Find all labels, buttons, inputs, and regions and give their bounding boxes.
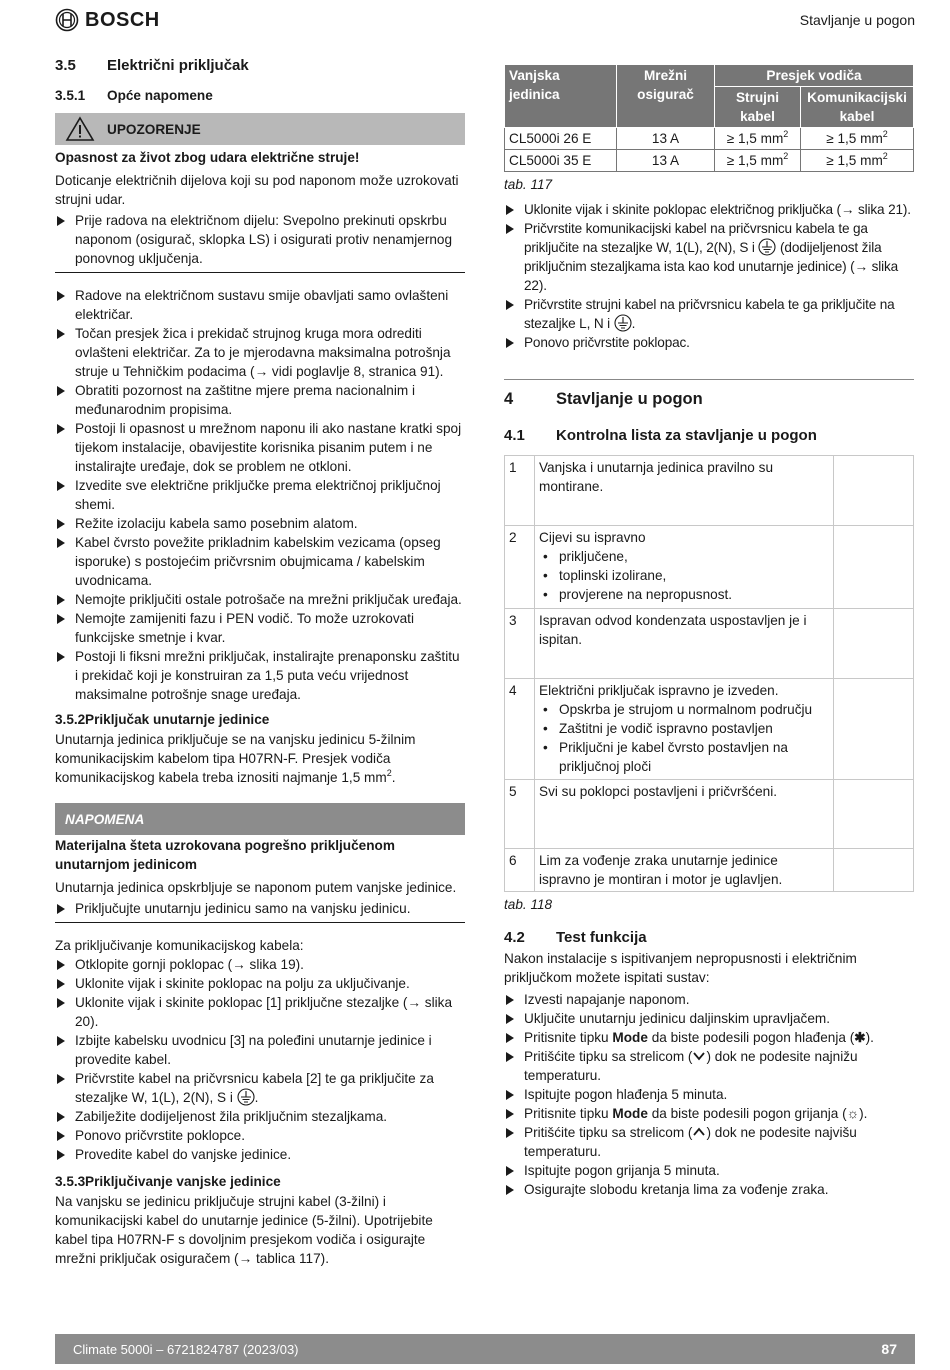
list-item: Ponovo pričvrstite poklopce. xyxy=(55,1126,465,1145)
bosch-armature-icon xyxy=(55,8,79,32)
list-item: Uklonite vijak i skinite poklopac električnog priključka (→ slika 21). xyxy=(504,200,914,219)
comm-list-after xyxy=(55,1107,465,1164)
row-text: Električni priključak ispravno je izveden. • Opskrba je strujom u normalnom području • Zaštitni je vodič ispravno postavljen • Priključni je kabel čvrsto postavljen na priključnoj ploči xyxy=(535,679,834,780)
bullet-item: • toplinski izolirane, xyxy=(539,566,829,585)
chevron-down-icon xyxy=(692,1050,706,1062)
divider xyxy=(55,922,465,923)
bullet-item: • provjerene na nepropusnost. xyxy=(539,585,829,604)
note-label: NAPOMENA xyxy=(65,811,145,827)
comm-ground-list xyxy=(55,1069,465,1107)
section-heading-3-5-3: 3.5.3 Priključivanje vanjske jedinice xyxy=(55,1174,281,1189)
table-row xyxy=(505,526,914,609)
check-cell xyxy=(834,526,914,609)
table-row xyxy=(505,456,914,526)
bullet-item: • Zaštitni je vodič ispravno postavljen xyxy=(539,719,829,738)
list-item: Uklonite vijak i skinite poklopac [1] priključne stezaljke (→ slika 20). xyxy=(55,993,465,1031)
list-item: Pritisnite tipku Mode da biste podesili pogon grijanja (☼). xyxy=(504,1104,914,1123)
list-item: Pričvrstite strujni kabel na pričvrsnicu kabela te ga priključite na stezaljke L, N i . xyxy=(504,295,914,333)
row-number: 2 xyxy=(505,526,535,609)
list-item: Režite izolaciju kabela samo posebnim alatom. xyxy=(55,514,465,533)
section-heading-3-5-1: 3.5.1 Opće napomene xyxy=(55,88,213,103)
page-number: 87 xyxy=(881,1340,897,1357)
page-footer xyxy=(55,1334,915,1364)
header-cross-section: Presjek vodiča xyxy=(715,65,914,87)
outdoor-steps xyxy=(504,200,914,352)
chevron-up-icon xyxy=(692,1126,706,1138)
ground-icon xyxy=(758,238,776,256)
check-cell xyxy=(834,456,914,526)
list-item: Prije radova na električnom dijelu: Svepolno prekinuti opskrbu naponom (osigurač, sklopka LS) i osigurati protiv nenamjernog ponovnog uključenja. xyxy=(55,211,465,268)
row-text: Vanjska i unutarnja jedinica pravilno su montirane. xyxy=(535,456,834,526)
row-number: 1 xyxy=(505,456,535,526)
note-heading: Materijalna šteta uzrokovana pogrešno priključenom unutarnjom jedinicom xyxy=(55,838,395,872)
table-row xyxy=(505,780,914,849)
row-number: 6 xyxy=(505,849,535,892)
warning-list xyxy=(55,211,465,268)
row-text: Ispravan odvod kondenzata uspostavljen je i ispitan. xyxy=(535,609,834,679)
divider xyxy=(55,272,465,273)
header-power-cable: Strujni kabel xyxy=(715,87,801,128)
row-number: 5 xyxy=(505,780,535,849)
cell-comm: ≥ 1,5 $mm^2$ xyxy=(801,150,914,172)
warning-label: UPOZORENJE xyxy=(107,121,201,137)
header-outdoor: Vanjska jedinica xyxy=(505,65,617,128)
brand-name: BOSCH xyxy=(85,8,160,31)
table-row xyxy=(505,609,914,679)
list-item: Kabel čvrsto povežite prikladnim kabelskim vezicama (opseg isporuke) s postojećim pričvrsnim obujmicama / kabelskim uvodnicama. xyxy=(55,533,465,590)
list-item: Točan presjek žica i prekidač strujnog kruga mora odrediti ovlašteni električar. Za to je mjerodavna maksimalna potrošnja struje u Tehničkim podacima (→ vidi poglavlje 8, stranica 91). xyxy=(55,324,465,381)
list-item: Pričvrstite komunikacijski kabel na pričvrsnicu kabela te ga priključite na stezaljke W, 1(L), 2(N), S i (dodijeljenost žila priključnim stezaljkama ista kao kod unutarnje jedinice) (→ slika 22). xyxy=(504,219,914,295)
list-item: Uklonite vijak i skinite poklopac na polju za uključivanje. xyxy=(55,974,465,993)
indoor-connection-text: Unutarnja jedinica priključuje se na vanjsku jedinicu 5-žilnim komunikacijskim kabelom tipa H07RN-F. Presjek vodiča komunikacijskog kabela treba iznositi najmanje 1,5 $mm^2$. xyxy=(55,732,416,785)
table-117 xyxy=(504,64,914,172)
list-item: Pritišćite tipku sa strelicom ( ) dok ne podesite najvišu temperaturu. xyxy=(504,1123,914,1161)
bullet-item: • priključene, xyxy=(539,547,829,566)
list-item: Izvedite sve električne priključke prema električnoj priključnoj shemi. xyxy=(55,476,465,514)
cell-unit: CL5000i 35 E xyxy=(505,150,617,172)
list-item: Otklopite gornji poklopac (→ slika 19). xyxy=(55,955,465,974)
bosch-logo xyxy=(55,8,160,32)
sun-icon: ☼ xyxy=(846,1106,860,1121)
list-item: Osigurajte slobodu kretanja lima za vođenje zraka. xyxy=(504,1180,914,1199)
test-steps xyxy=(504,990,914,1199)
note-text: Unutarnja jedinica opskrbljuje se naponom putem vanjske jedinice. xyxy=(55,880,457,895)
bullet-item: • Priključni je kabel čvrsto postavljen na priključnoj ploči xyxy=(539,738,829,776)
list-item: Zabilježite dodijeljenost žila priključnim stezaljkama. xyxy=(55,1107,465,1126)
list-item: Postoji li opasnost u mrežnom naponu ili ako nastane kratki spoj tijekom instalacije, obavijestite korisnika pisanim putem i ne instalirajte uređaje, dok se problem ne otkloni. xyxy=(55,419,465,476)
warning-text: Doticanje električnih dijelova koji su pod naponom može uzrokovati strujni udar. xyxy=(55,173,459,207)
table-118 xyxy=(504,455,914,892)
list-item: Nemojte zamijeniti fazu i PEN vodič. To može uzrokovati funkcijske smetnje i kvar. xyxy=(55,609,465,647)
section-heading-3-5-2: 3.5.2 Priključak unutarnje jedinice xyxy=(55,712,270,727)
table-row xyxy=(505,679,914,780)
warning-heading: Opasnost za život zbog udara električne struje! xyxy=(55,150,360,165)
list-item: Obratiti pozornost na zaštitne mjere prema nacionalnim i međunarodnim propisima. xyxy=(55,381,465,419)
header-comm-cable: Komunikacijski kabel xyxy=(801,87,914,128)
section-heading-4: 4 Stavljanje u pogon xyxy=(504,390,703,408)
comm-list xyxy=(55,955,465,1069)
section-heading-4-1: 4.1 Kontrolna lista za stavljanje u pogon xyxy=(504,427,817,444)
table-row xyxy=(505,150,914,172)
note-list xyxy=(55,899,465,918)
cell-comm: ≥ 1,5 $mm^2$ xyxy=(801,128,914,150)
warning-bar xyxy=(55,113,465,145)
list-item: Izbijte kabelsku uvodnicu [3] na poleđini unutarnje jedinice i provedite kabel. xyxy=(55,1031,465,1069)
header-fuse: Mrežni osigurač xyxy=(617,65,715,128)
table-row xyxy=(505,849,914,892)
cell-fuse: 13 A xyxy=(617,128,715,150)
row-text: Cijevi su ispravno • priključene, • toplinski izolirane, • provjerene na nepropusnost. xyxy=(535,526,834,609)
table-118-caption: tab. 118 xyxy=(504,897,553,912)
list-item: Ponovo pričvrstite poklopac. xyxy=(504,333,914,352)
page-header xyxy=(55,8,915,34)
list-item: Pritisnite tipku Mode da biste podesili pogon hlađenja (✱). xyxy=(504,1028,914,1047)
ground-icon xyxy=(237,1088,255,1106)
note-bar xyxy=(55,803,465,835)
cell-unit: CL5000i 26 E xyxy=(505,128,617,150)
left-column xyxy=(55,56,465,1268)
footer-document: Climate 5000i – 6721824787 (2023/03) xyxy=(73,1341,299,1357)
bullet-item: • Opskrba je strujom u normalnom području xyxy=(539,700,829,719)
list-item: Pritišćite tipku sa strelicom ( ) dok ne podesite najnižu temperaturu. xyxy=(504,1047,914,1085)
general-list xyxy=(55,286,465,704)
cell-fuse: 13 A xyxy=(617,150,715,172)
cell-power: ≥ 1,5 $mm^2$ xyxy=(715,128,801,150)
list-item: Priključujte unutarnju jedinicu samo na vanjsku jedinicu. xyxy=(55,899,465,918)
right-column xyxy=(504,64,914,1199)
row-number: 4 xyxy=(505,679,535,780)
row-text: Svi su poklopci postavljeni i pričvršćeni. xyxy=(535,780,834,849)
section-divider xyxy=(504,379,914,380)
list-item: Pričvrstite kabel na pričvrsnicu kabela [2] te ga priključite za stezaljke W, 1(L), 2(N), S i . xyxy=(55,1069,465,1107)
cell-power: ≥ 1,5 $mm^2$ xyxy=(715,150,801,172)
list-item: Nemojte priključiti ostale potrošače na mrežni priključak uređaja. xyxy=(55,590,465,609)
list-item: Uključite unutarnju jedinicu daljinskim upravljačem. xyxy=(504,1009,914,1028)
section-heading-3-5: 3.5 Električni priključak xyxy=(55,57,249,74)
table-row xyxy=(505,128,914,150)
section-heading-4-2: 4.2 Test funkcija xyxy=(504,929,647,946)
list-item: Izvesti napajanje naponom. xyxy=(504,990,914,1009)
row-number: 3 xyxy=(505,609,535,679)
warning-triangle-icon xyxy=(65,116,95,142)
list-item: Radove na električnom sustavu smije obavljati samo ovlašteni električar. xyxy=(55,286,465,324)
check-cell xyxy=(834,849,914,892)
check-cell xyxy=(834,780,914,849)
comm-intro: Za priključivanje komunikacijskog kabela: xyxy=(55,938,304,953)
ground-icon xyxy=(614,314,632,332)
list-item: Ispitujte pogon grijanja 5 minuta. xyxy=(504,1161,914,1180)
list-item: Provedite kabel do vanjske jedinice. xyxy=(55,1145,465,1164)
running-title: Stavljanje u pogon xyxy=(799,12,915,28)
test-intro: Nakon instalacije s ispitivanjem nepropusnosti i električnim priključkom možete ispitati sustav: xyxy=(504,951,857,985)
check-cell xyxy=(834,609,914,679)
check-cell xyxy=(834,679,914,780)
table-117-caption: tab. 117 xyxy=(504,177,553,192)
outdoor-connection-text: Na vanjsku se jedinicu priključuje strujni kabel (3-žilni) i komunikacijski kabel do unutarnje jedinice (5-žilni). Upotrijebite kabel tipa H07RN-F s dovoljnim presjekom vodiča i osigurajte mrežni priključak osiguračem (→ tablica 117). xyxy=(55,1194,433,1266)
list-item: Ispitujte pogon hlađenja 5 minuta. xyxy=(504,1085,914,1104)
row-text: Lim za vođenje zraka unutarnje jedinice ispravno je montiran i motor je uglavljen. xyxy=(535,849,834,892)
list-item: Postoji li fiksni mrežni priključak, instalirajte prenaponsku zaštitu i prekidač koji je konstruiran za 1,5 puta veću vrijednost maksimalne potrošnje snage uređaja. xyxy=(55,647,465,704)
snowflake-icon: ✱ xyxy=(854,1030,866,1045)
